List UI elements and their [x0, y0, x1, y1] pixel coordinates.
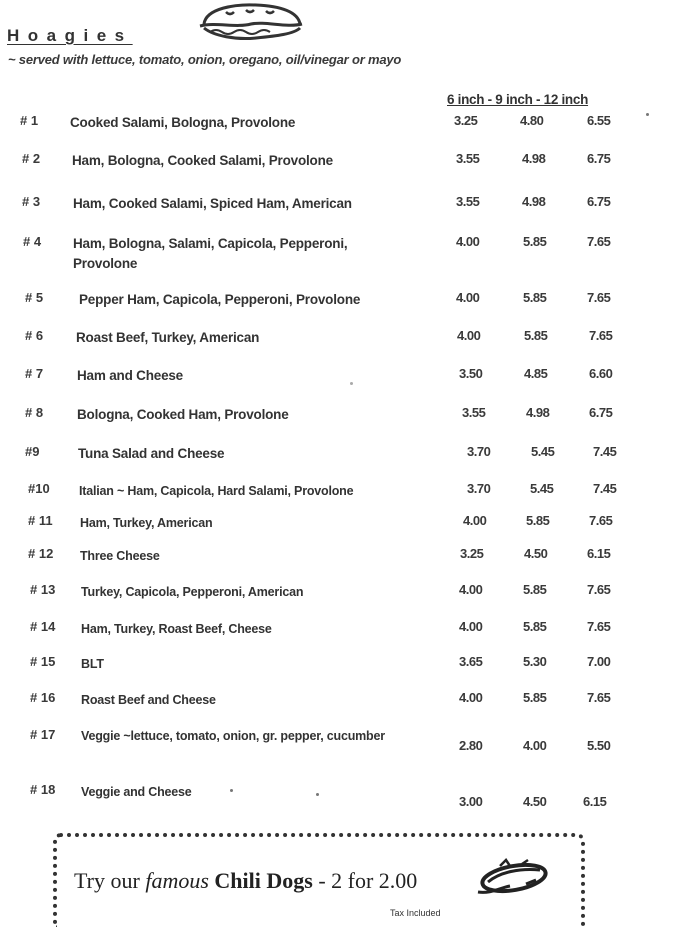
price-9-inch: 5.85	[524, 328, 548, 343]
item-description: Cooked Salami, Bologna, Provolone	[70, 115, 296, 130]
item-description: Pepper Ham, Capicola, Pepperoni, Provolone	[79, 292, 361, 307]
promo-lead: Try our	[74, 868, 146, 893]
price-12-inch: 6.60	[589, 366, 613, 381]
item-description: Tuna Salad and Cheese	[78, 446, 225, 461]
price-6-inch: 3.25	[454, 113, 478, 128]
item-number: # 8	[25, 405, 44, 420]
price-6-inch: 3.55	[462, 405, 486, 420]
item-number: # 13	[30, 582, 56, 597]
promo-famous: famous	[145, 868, 209, 893]
scan-speck	[230, 789, 233, 792]
item-number: # 3	[22, 194, 41, 209]
price-9-inch: 4.98	[522, 194, 546, 209]
price-9-inch: 4.98	[526, 405, 550, 420]
item-number: # 5	[25, 290, 44, 305]
item-description: Ham, Turkey, American	[80, 516, 213, 530]
promo-item: Chili Dogs	[208, 868, 313, 893]
item-number: # 16	[30, 690, 56, 705]
price-6-inch: 4.00	[457, 328, 481, 343]
item-description: Turkey, Capicola, Pepperoni, American	[81, 585, 304, 599]
item-number: # 11	[28, 513, 53, 528]
price-9-inch: 4.85	[524, 366, 548, 381]
price-6-inch: 4.00	[463, 513, 487, 528]
item-number: #10	[28, 481, 50, 496]
price-9-inch: 5.85	[523, 582, 547, 597]
price-9-inch: 4.50	[523, 794, 547, 809]
scan-speck	[316, 793, 319, 796]
price-9-inch: 5.45	[531, 444, 555, 459]
size-column-header: 6 inch - 9 inch - 12 inch	[447, 92, 589, 107]
price-12-inch: 6.75	[589, 405, 613, 420]
price-9-inch: 4.80	[520, 113, 544, 128]
price-12-inch: 7.65	[589, 328, 613, 343]
price-12-inch: 6.15	[583, 794, 607, 809]
item-description: Ham and Cheese	[77, 368, 183, 383]
price-9-inch: 5.85	[526, 513, 550, 528]
item-number: # 17	[30, 727, 56, 742]
price-6-inch: 2.80	[459, 738, 483, 753]
price-9-inch: 4.98	[522, 151, 546, 166]
price-12-inch: 6.15	[587, 546, 611, 561]
sandwich-icon	[196, 2, 306, 42]
hotdog-icon	[470, 858, 550, 898]
item-description: Roast Beef, Turkey, American	[76, 330, 260, 345]
item-description: Ham, Cooked Salami, Spiced Ham, American	[73, 196, 352, 211]
price-6-inch: 4.00	[459, 690, 483, 705]
price-9-inch: 4.00	[523, 738, 547, 753]
price-9-inch: 5.85	[523, 690, 547, 705]
price-12-inch: 7.00	[587, 654, 611, 669]
item-description: Ham, Bologna, Salami, Capicola, Pepperoni, Provolone	[73, 236, 348, 271]
price-12-inch: 7.45	[593, 444, 617, 459]
price-9-inch: 5.85	[523, 290, 547, 305]
item-number: # 6	[25, 328, 44, 343]
price-9-inch: 5.30	[523, 654, 547, 669]
item-number: # 1	[20, 113, 39, 128]
price-6-inch: 3.25	[460, 546, 484, 561]
price-9-inch: 4.50	[524, 546, 548, 561]
menu-subtitle: ~ served with lettuce, tomato, onion, oregano, oil/vinegar or mayo	[8, 52, 402, 67]
item-number: #9	[25, 444, 40, 459]
item-description: Ham, Turkey, Roast Beef, Cheese	[81, 622, 272, 636]
price-12-inch: 7.65	[589, 513, 613, 528]
price-6-inch: 3.70	[467, 481, 491, 496]
price-6-inch: 4.00	[456, 234, 480, 249]
promo-text	[74, 868, 417, 894]
tax-note: Tax Included	[390, 908, 441, 918]
price-6-inch: 3.55	[456, 151, 480, 166]
price-12-inch: 6.75	[587, 151, 611, 166]
scan-speck	[350, 382, 353, 385]
item-number: # 18	[30, 782, 56, 797]
item-number: # 14	[30, 619, 56, 634]
price-6-inch: 4.00	[459, 582, 483, 597]
price-12-inch: 6.55	[587, 113, 611, 128]
item-number: # 4	[23, 234, 42, 249]
price-12-inch: 7.65	[587, 582, 611, 597]
item-number: # 2	[22, 151, 41, 166]
price-12-inch: 7.65	[587, 290, 611, 305]
price-9-inch: 5.45	[530, 481, 554, 496]
price-9-inch: 5.85	[523, 619, 547, 634]
item-description: Bologna, Cooked Ham, Provolone	[77, 407, 289, 422]
price-12-inch: 7.65	[587, 234, 611, 249]
price-9-inch: 5.85	[523, 234, 547, 249]
item-number: # 12	[28, 546, 54, 561]
price-6-inch: 4.00	[456, 290, 480, 305]
item-description: Ham, Bologna, Cooked Salami, Provolone	[72, 153, 333, 168]
price-12-inch: 5.50	[587, 738, 611, 753]
item-number: # 15	[30, 654, 56, 669]
item-description: Veggie and Cheese	[81, 785, 192, 799]
scan-speck	[646, 113, 649, 116]
item-description: Three Cheese	[80, 549, 160, 563]
price-6-inch: 3.55	[456, 194, 480, 209]
price-12-inch: 6.75	[587, 194, 611, 209]
price-12-inch: 7.65	[587, 690, 611, 705]
item-description: Veggie ~lettuce, tomato, onion, gr. pepper, cucumber	[81, 729, 385, 743]
item-description: Roast Beef and Cheese	[81, 693, 216, 707]
item-description: BLT	[81, 657, 104, 671]
item-description: Italian ~ Ham, Capicola, Hard Salami, Provolone	[79, 484, 354, 498]
price-6-inch: 4.00	[459, 619, 483, 634]
price-6-inch: 3.65	[459, 654, 483, 669]
price-12-inch: 7.65	[587, 619, 611, 634]
price-12-inch: 7.45	[593, 481, 617, 496]
price-6-inch: 3.50	[459, 366, 483, 381]
promo-offer: - 2 for 2.00	[312, 868, 418, 893]
item-number: # 7	[25, 366, 44, 381]
menu-title: Hoagies	[7, 26, 133, 45]
price-6-inch: 3.70	[467, 444, 491, 459]
price-6-inch: 3.00	[459, 794, 483, 809]
